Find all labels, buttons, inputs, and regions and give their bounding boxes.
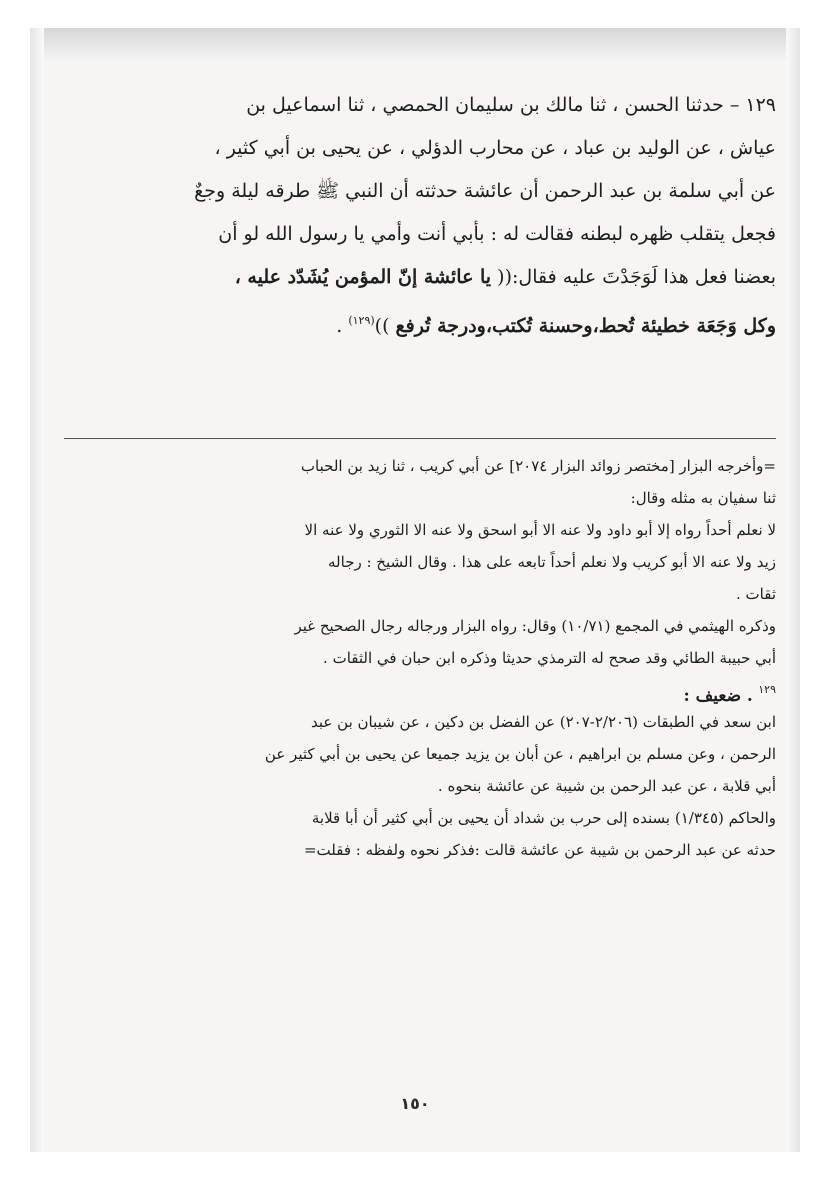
footnote-ref: (١٢٩) <box>348 314 375 327</box>
scan-edge-top <box>30 28 800 64</box>
footnote-line: ثقات . <box>736 585 776 603</box>
footnote-line: أبي قلابة ، عن عبد الرحمن بن شيبة عن عائشة بنحوه . <box>437 777 776 795</box>
footnote-heading-label: . ضعيف : <box>683 686 753 706</box>
footnote-heading <box>62 674 776 706</box>
footnote-line: ثنا سفيان به مثله وقال: <box>630 489 776 507</box>
footnote-line: لا نعلم أحداً رواه إلا أبو داود ولا عنه الا أبو اسحق ولا عنه الا الثوري ولا عنه الا <box>304 521 776 539</box>
prophetic-saying: يا عائشة إنّ المؤمن يُشَدّد عليه ، <box>234 266 492 288</box>
page-number: ١٥٠ <box>400 1094 430 1113</box>
footnote-heading-number: ١٢٩ <box>758 683 776 696</box>
hadith-line <box>62 299 776 342</box>
footnote-divider <box>64 438 776 439</box>
prophetic-saying: وكل وَجَعَة خطيئة تُحط،وحسنة تُكتب،ودرجة تُرفع <box>395 315 776 337</box>
footnote-line: الرحمن ، وعن مسلم بن ابراهيم ، عن أبان بن يزيد جميعا عن يحيى بن أبي كثير عن <box>264 745 776 763</box>
hadith-line <box>62 213 776 256</box>
hadith-line <box>62 84 776 127</box>
hadith-line-text: فجعل يتقلب ظهره لبطنه فقالت له : بأبي أنت وأمي يا رسول الله لو أن <box>218 223 776 245</box>
book-page <box>44 64 786 1152</box>
hadith-line <box>62 170 776 213</box>
line-end: . <box>336 315 343 337</box>
hadith-line-text: ١٢٩ – حدثنا الحسن ، ثنا مالك بن سليمان الحمصي ، ثنا اسماعيل بن <box>246 94 776 116</box>
hadith-line <box>62 127 776 170</box>
footnote-line: وذكره الهيثمي في المجمع (١٠/٧١) وقال: رواه البزار ورجاله رجال الصحيح غير <box>294 617 776 635</box>
hadith-text <box>62 84 776 342</box>
hadith-line-text: بعضنا فعل هذا لَوَجَدْتَ عليه فقال:(( <box>497 266 776 288</box>
scan-edge-left <box>30 28 44 1152</box>
footnotes <box>62 450 776 866</box>
hadith-line-text: عن أبي سلمة بن عبد الرحمن أن عائشة حدثته أن النبي ﷺ طرقه ليلة وجعٌ <box>194 180 776 202</box>
footnote-line: =وأخرجه البزار [مختصر زوائد البزار ٢٠٧٤] عن أبي كريب ، ثنا زيد بن الحباب <box>300 457 776 475</box>
footnote-line: ابن سعد في الطبقات (٢/٢٠٦-٢٠٧) عن الفضل بن دكين ، عن شيبان بن عبد <box>311 713 776 731</box>
closing-quote: )) <box>374 315 390 337</box>
hadith-line <box>62 256 776 299</box>
footnote-line: حدثه عن عبد الرحمن بن شيبة عن عائشة قالت :فذكر نحوه ولفظه : فقلت= <box>303 841 776 859</box>
hadith-line-text: عياش ، عن الوليد بن عباد ، عن محارب الدؤلي ، عن يحيى بن أبي كثير ، <box>214 137 776 159</box>
footnote-line: والحاكم (١/٣٤٥) بسنده إلى حرب بن شداد أن يحيى بن أبي كثير أن أبا قلابة <box>311 809 776 827</box>
footnote-line: أبي حبيبة الطائي وقد صحح له الترمذي حديثا وذكره ابن حبان في الثقات . <box>323 649 776 667</box>
scan-edge-right <box>786 28 800 1152</box>
footnote-line: زيد ولا عنه الا أبو كريب ولا نعلم أحداً تابعه على هذا . وقال الشيخ : رجاله <box>328 553 776 571</box>
